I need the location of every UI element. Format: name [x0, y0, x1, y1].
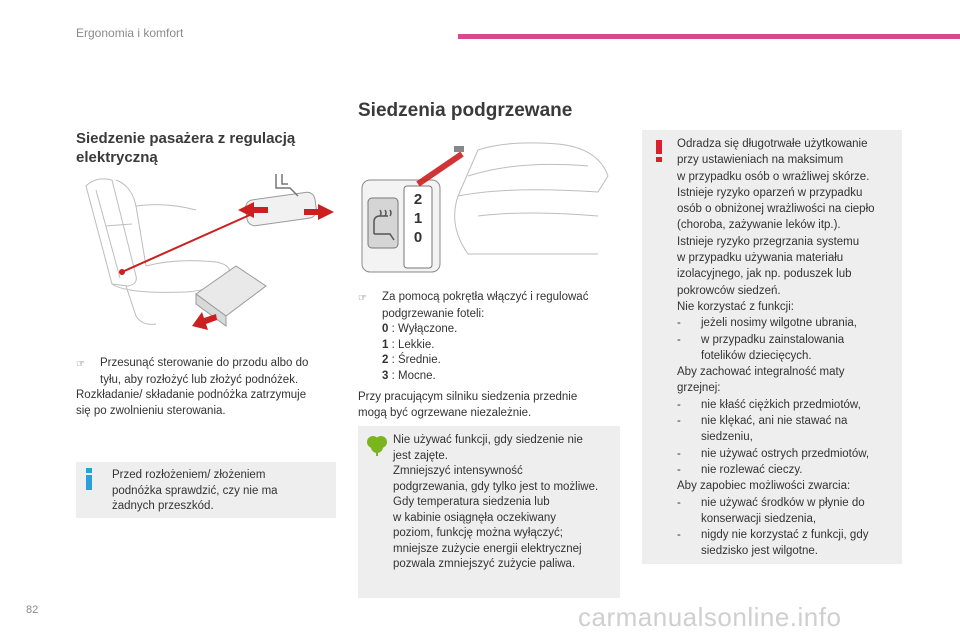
warning-dash: -	[677, 529, 681, 542]
info-line1: Przed rozłożeniem/ złożeniem	[112, 469, 266, 481]
heated-seat-illustration	[358, 136, 620, 274]
eco-tree-icon	[366, 434, 388, 456]
warning-dash: -	[677, 496, 681, 509]
warning-dash: -	[677, 463, 681, 476]
eco-line: Zmniejszyć intensywność	[393, 465, 523, 477]
warning-text: nie używać ostrych przedmiotów,	[701, 447, 870, 460]
knob-digit-2: 2	[413, 191, 423, 208]
left-bullet-line2: tyłu, aby rozłożyć lub złożyć podnóżek.	[100, 373, 299, 386]
eco-line: Nie używać funkcji, gdy siedzenie nie	[393, 434, 583, 446]
warning-text: fotelików dziecięcych.	[701, 349, 812, 362]
left-bullet-line1: Przesunąć sterowanie do przodu albo do	[100, 357, 309, 369]
warning-text: jeżeli nosimy wilgotne ubrania,	[701, 317, 857, 330]
warning-line	[677, 429, 899, 445]
warning-line: grzejnej:	[677, 382, 721, 395]
warning-line: izolacyjnego, jak np. poduszek lub	[677, 268, 852, 281]
warning-line	[677, 332, 899, 348]
eco-line: Gdy temperatura siedzenia lub	[393, 496, 550, 508]
level-2: 2 : Średnie.	[382, 354, 441, 366]
warning-line: w przypadku osób o wrażliwej skórze.	[677, 170, 870, 183]
warning-line: Nie korzystać z funkcji:	[677, 300, 794, 313]
warning-line	[677, 315, 899, 331]
page-number: 82	[26, 604, 39, 616]
left-bullet	[76, 356, 346, 419]
warning-line: osób o obniżonej wrażliwości na ciepło	[677, 203, 875, 216]
warning-line	[677, 527, 899, 543]
eco-line: podgrzewania, gdy tylko jest to możliwe.	[393, 480, 599, 493]
warning-dash: -	[677, 333, 681, 346]
warning-line: (choroba, zażywanie leków itp.).	[677, 219, 841, 232]
header-rule	[458, 34, 960, 39]
eco-box	[358, 426, 620, 598]
warning-line	[677, 495, 899, 511]
warning-line	[677, 462, 899, 478]
warning-dash: -	[677, 398, 681, 411]
warning-text: nigdy nie korzystać z funkcji, gdy	[701, 529, 869, 542]
section-label: Ergonomia i komfort	[76, 26, 184, 40]
warning-dash	[677, 511, 701, 527]
middle-para-line1: Przy pracującym silniku siedzenia przednie	[358, 391, 578, 403]
warning-text: nie rozlewać cieczy.	[701, 463, 803, 476]
warning-box	[642, 130, 902, 564]
warning-line: pokrowców siedzeń.	[677, 284, 781, 297]
warning-line	[677, 543, 899, 559]
warning-line	[677, 348, 899, 364]
eco-line: mniejsze zużycie energii elektrycznej	[393, 542, 582, 555]
eco-line: jest zajęte.	[393, 449, 448, 462]
warning-line: Istnieje ryzyko oparzeń w przypadku	[677, 186, 863, 199]
middle-bullet	[358, 290, 620, 384]
left-para-line1: Rozkładanie/ składanie podnóżka zatrzymuje	[76, 389, 307, 401]
level-3: 3 : Mocne.	[382, 369, 436, 382]
bullet-icon: ☞	[76, 359, 85, 370]
warning-line: Aby zapobiec możliwości zwarcia:	[677, 480, 851, 493]
warning-line: przy ustawieniach na maksimum	[677, 154, 844, 167]
warning-line: Aby zachować integralność maty	[677, 366, 845, 379]
warning-text: nie klękać, ani nie stawać na	[701, 415, 848, 428]
warning-line	[677, 446, 899, 462]
warning-line	[677, 413, 899, 429]
warning-dash: -	[677, 317, 681, 330]
warning-text: nie kłaść ciężkich przedmiotów,	[701, 398, 861, 411]
level-0: 0 : Wyłączone.	[382, 323, 458, 335]
warning-text: nie używać środków w płynie do	[701, 496, 865, 509]
info-box	[76, 462, 336, 518]
warning-dash	[677, 429, 701, 445]
warning-line: Odradza się długotrwałe użytkowanie	[677, 138, 868, 150]
watermark: carmanualsonline.info	[578, 602, 842, 632]
knob-digit-0: 0	[413, 229, 423, 246]
warning-line	[677, 511, 899, 527]
info-line2: podnóżka sprawdzić, czy nie ma	[112, 484, 278, 497]
warning-text: w przypadku zainstalowania	[701, 333, 845, 346]
warning-text: siedzeniu,	[701, 431, 753, 444]
warning-dash	[677, 543, 701, 559]
eco-line: poziom, funkcję można wyłączyć;	[393, 527, 564, 539]
warning-dash: -	[677, 415, 681, 428]
info-line3: żadnych przeszkód.	[112, 500, 214, 512]
warning-line: w przypadku używania materiału	[677, 252, 844, 265]
middle-bullet-line1: Za pomocą pokrętła włączyć i regulować	[382, 291, 589, 303]
passenger-seat-heading: Siedzenie pasażera z regulacją elektryczną	[76, 130, 296, 166]
warning-text: siedzisko jest wilgotne.	[701, 545, 818, 558]
eco-line: pozwala zmniejszyć zużycie paliwa.	[393, 558, 576, 570]
warning-line	[677, 397, 899, 413]
warning-line: Istnieje ryzyko przegrzania systemu	[677, 235, 860, 248]
level-1: 1 : Lekkie.	[382, 338, 435, 351]
info-icon	[82, 468, 96, 490]
knob-digit-1: 1	[413, 210, 423, 227]
middle-para	[358, 390, 620, 421]
warning-text: konserwacji siedzenia,	[701, 512, 817, 525]
bullet-icon: ☞	[358, 293, 367, 304]
middle-bullet-line2: podgrzewanie foteli:	[382, 307, 485, 320]
warning-dash	[677, 348, 701, 364]
heated-seats-heading: Siedzenia podgrzewane	[358, 100, 573, 121]
left-para-line2: się po zwolnieniu sterowania.	[76, 404, 226, 417]
footrest-illustration	[76, 166, 338, 338]
warning-dash: -	[677, 447, 681, 460]
eco-line: w kabinie osiągnęła oczekiwany	[393, 511, 557, 524]
warning-icon	[654, 140, 664, 162]
middle-para-line2: mogą być ogrzewane niezależnie.	[358, 406, 532, 419]
